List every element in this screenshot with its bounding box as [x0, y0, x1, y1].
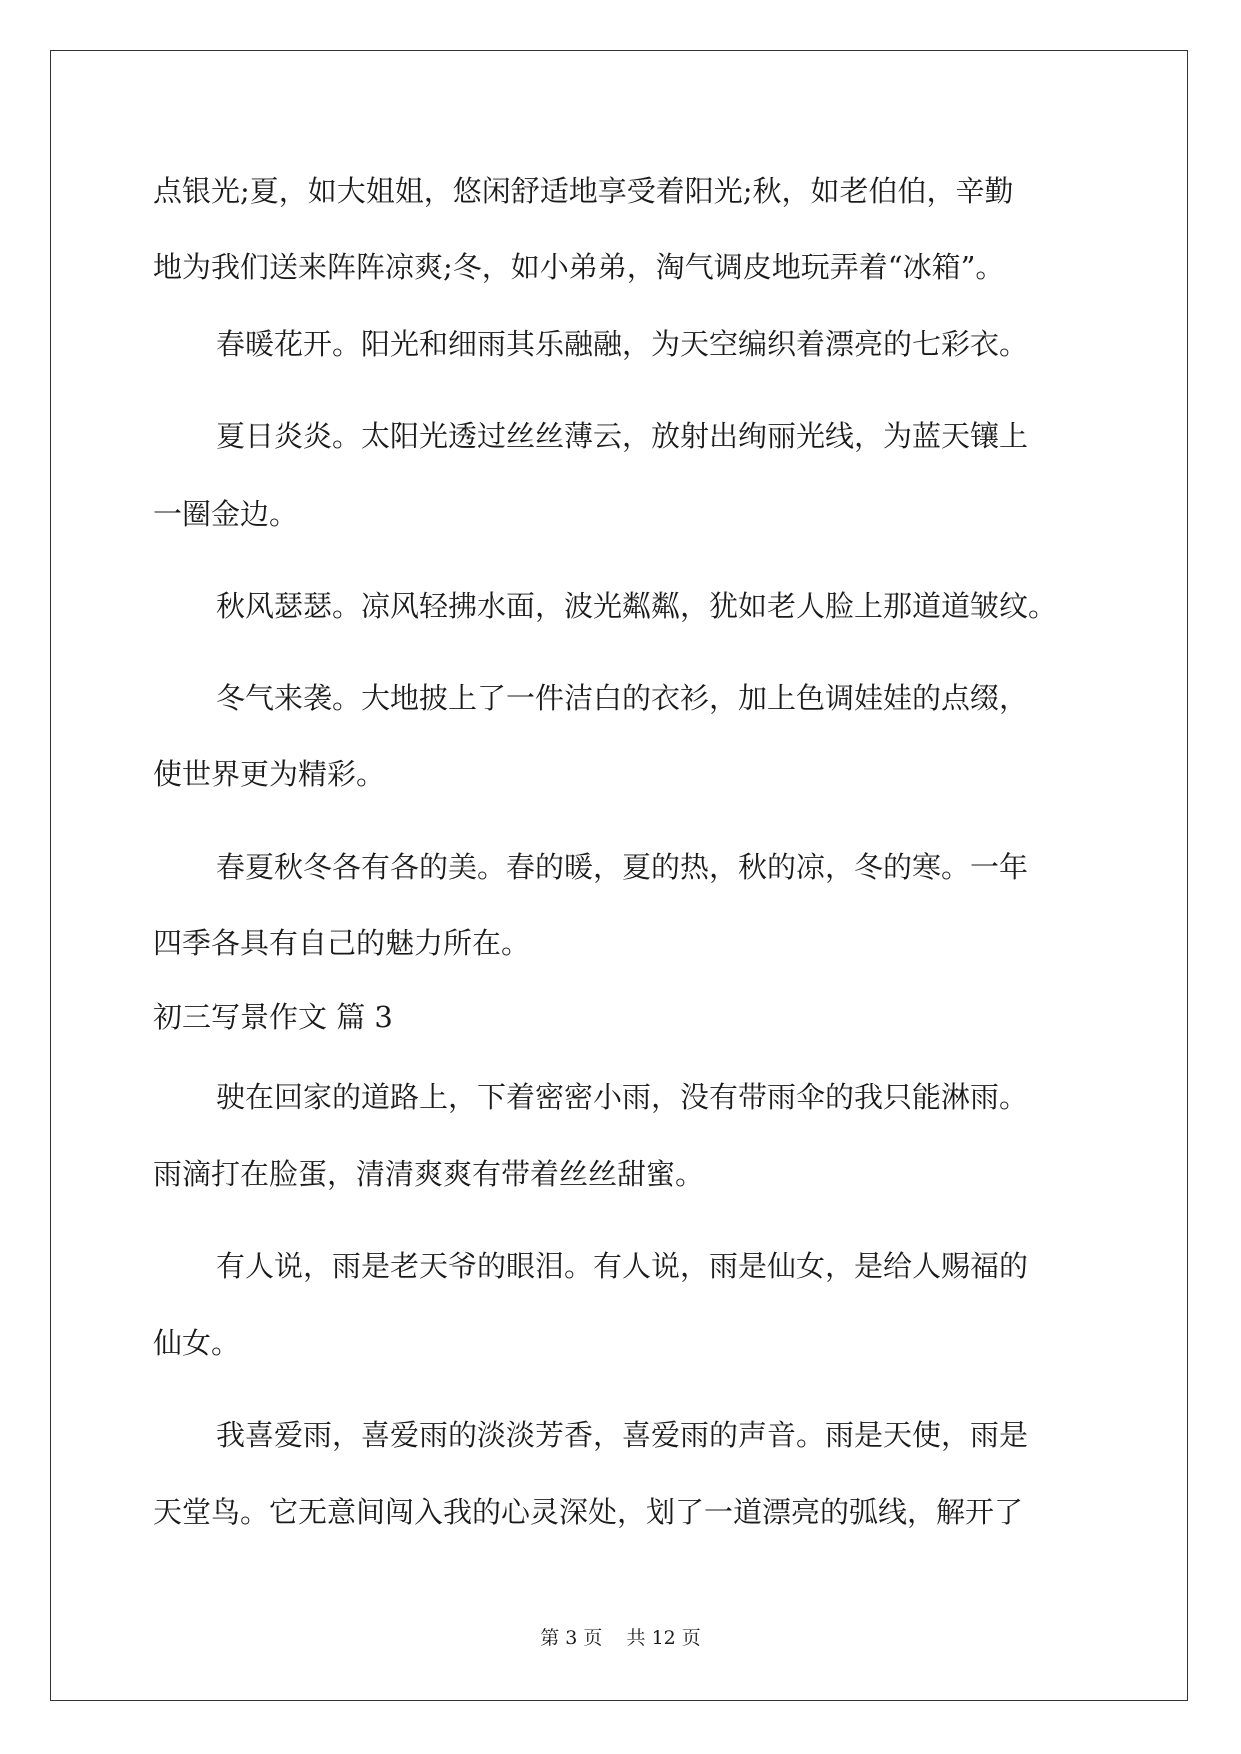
paragraph-first-line: 冬气来袭。大地披上了一件洁白的衣衫，加上色调娃娃的点缀，: [216, 681, 1029, 715]
paragraph-first-line: 春夏秋冬各有各的美。春的暖，夏的热，秋的凉，冬的寒。一年: [216, 850, 1029, 884]
paragraph-first-line: 我喜爱雨，喜爱雨的淡淡芳香，喜爱雨的声音。雨是天使，雨是: [216, 1418, 1029, 1452]
text-line: 天堂鸟。它无意间闯入我的心灵深处，划了一道漂亮的弧线，解开了: [153, 1495, 1024, 1529]
text-line: 使世界更为精彩。: [153, 757, 386, 791]
paragraph-first-line: 秋风瑟瑟。凉风轻拂水面，波光粼粼，犹如老人脸上那道道皱纹。: [216, 589, 1058, 623]
section-heading: 初三写景作文 篇 3: [153, 1000, 393, 1034]
page-total: 共 12 页: [626, 1627, 701, 1649]
text-line: 仙女。: [153, 1326, 241, 1360]
paragraph-first-line: 驶在回家的道路上，下着密密小雨，没有带雨伞的我只能淋雨。: [216, 1080, 1029, 1114]
page-footer: [0, 1627, 1241, 1649]
text-line: 点银光;夏，如大姐姐，悠闲舒适地享受着阳光;秋，如老伯伯，辛勤: [153, 174, 1014, 208]
paragraph-first-line: 夏日炎炎。太阳光透过丝丝薄云，放射出绚丽光线，为蓝天镶上: [216, 419, 1029, 453]
text-line: 雨滴打在脸蛋，清清爽爽有带着丝丝甜蜜。: [153, 1157, 705, 1191]
paragraph-first-line: 春暖花开。阳光和细雨其乐融融，为天空编织着漂亮的七彩衣。: [216, 327, 1029, 361]
page-number: 第 3 页: [540, 1627, 603, 1649]
text-line: 地为我们送来阵阵凉爽;冬，如小弟弟，淘气调皮地玩弄着“冰箱”。: [153, 250, 1005, 284]
paragraph-first-line: 有人说，雨是老天爷的眼泪。有人说，雨是仙女，是给人赐福的: [216, 1249, 1029, 1283]
text-line: 四季各具有自己的魅力所在。: [153, 926, 531, 960]
text-line: 一圈金边。: [153, 497, 299, 531]
